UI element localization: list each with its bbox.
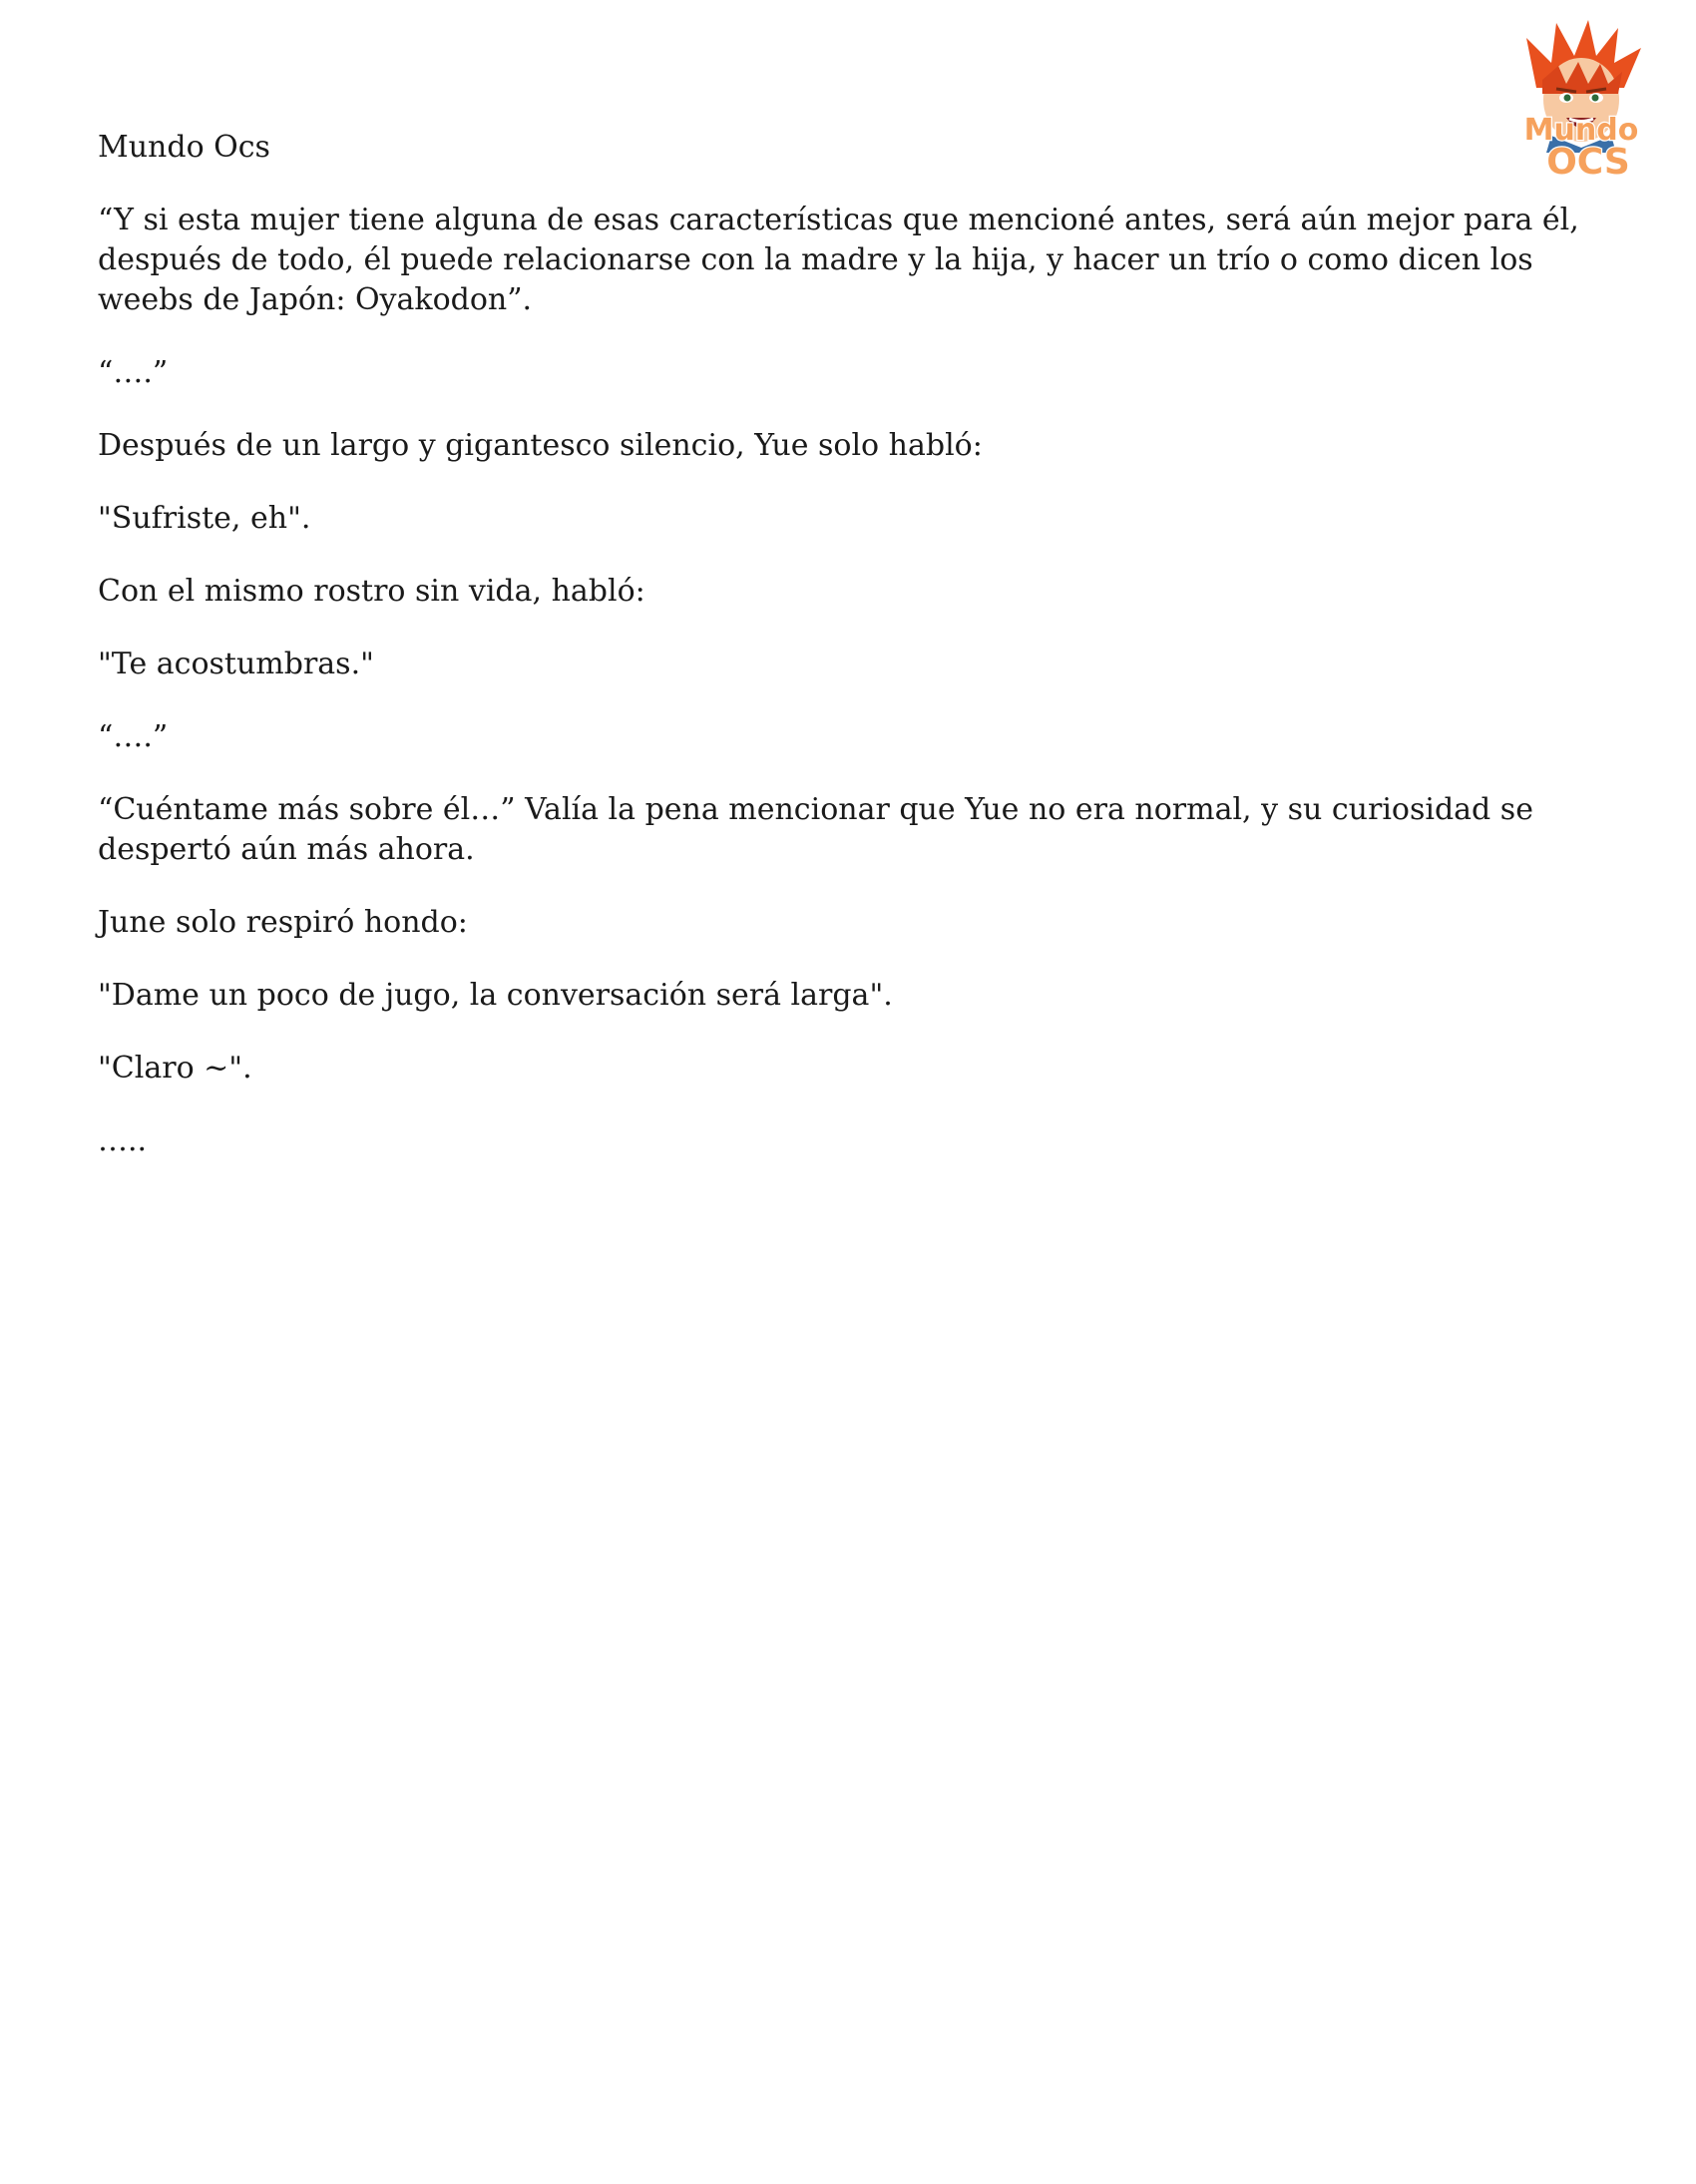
document-body [98,128,1624,1194]
paragraph-12: ….. [98,1123,148,1158]
paragraph-11: "Claro ~". [98,1051,252,1086]
paragraph-6: "Te acostumbras." [98,647,374,681]
paragraph-10: "Dame un poco de jugo, la conversación será larga". [98,978,893,1013]
logo-text-mundo: Mundo [1523,113,1639,148]
paragraph-2: “….” [98,355,169,390]
paragraph-5: Con el mismo rostro sin vida, habló: [98,574,645,609]
paragraph-8: “Cuéntame más sobre él…” Valía la pena mencionar que Yue no era normal, y su curiosidad se despertó aún más ahora. [98,792,1533,867]
paragraph-9: June solo respiró hondo: [98,905,468,940]
paragraph-3: Después de un largo y gigantesco silencio, Yue solo habló: [98,428,983,463]
document-header: Mundo Ocs [98,130,270,165]
paragraph-4: "Sufriste, eh". [98,501,311,536]
paragraph-7: “….” [98,719,169,754]
paragraph-1: “Y si esta mujer tiene alguna de esas características que mencioné antes, será aún mejor para él, después de todo, él puede relacionarse con la madre y la hija, y hacer un trío o como dicen los weebs de Japón: Oyakodon”. [98,203,1579,317]
logo-text-ocs: OCS [1546,142,1630,183]
